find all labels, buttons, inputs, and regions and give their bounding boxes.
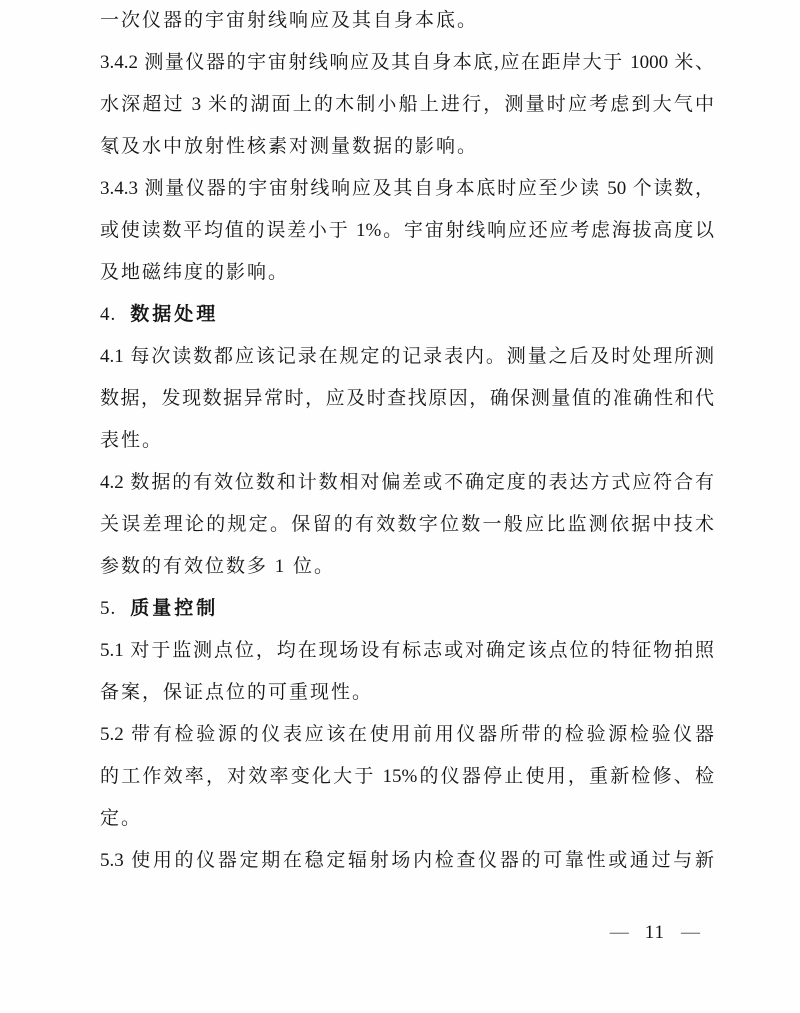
text-line: 氡及水中放射性核素对测量数据的影响。: [100, 136, 479, 157]
text-line: 参数的有效位数多 1 位。: [100, 556, 336, 577]
text-line: 关误差理论的规定。保留的有效数字位数一般应比监测依据中技术: [100, 514, 714, 535]
footer-dash-left: —: [609, 922, 629, 943]
text-line: 5.2 带有检验源的仪表应该在使用前用仪器所带的检验源检验仪器: [100, 724, 714, 745]
text-line: 水深超过 3 米的湖面上的木制小船上进行，测量时应考虑到大气中: [100, 94, 714, 115]
text-line: 3.4.2 测量仪器的宇宙射线响应及其自身本底,应在距岸大于 1000 米、: [100, 52, 714, 73]
text-line: 3.4.3 测量仪器的宇宙射线响应及其自身本底时应至少读 50 个读数，: [100, 178, 714, 199]
page-content: [100, 0, 714, 882]
text-line: 备案，保证点位的可重现性。: [100, 682, 374, 703]
text-line: 4.2 数据的有效位数和计数相对偏差或不确定度的表达方式应符合有: [100, 472, 714, 493]
heading-number: 4.: [100, 304, 117, 325]
text-line: 4.1 每次读数都应该记录在规定的记录表内。测量之后及时处理所测: [100, 346, 714, 367]
text-line: 数据，发现数据异常时，应及时查找原因，确保测量值的准确性和代: [100, 388, 714, 409]
footer-page-number: 11: [644, 922, 665, 943]
text-line: 5.3 使用的仪器定期在稳定辐射场内检查仪器的可靠性或通过与新: [100, 850, 714, 871]
heading-number: 5.: [100, 598, 117, 619]
text-line: 及地磁纬度的影响。: [100, 262, 290, 283]
footer-dash-right: —: [681, 922, 700, 943]
section-heading: [100, 588, 714, 630]
heading-title: 质量控制: [130, 598, 219, 619]
text-line: 定。: [100, 808, 143, 829]
text-line: 一次仪器的宇宙射线响应及其自身本底。: [100, 10, 479, 31]
page-footer: [610, 912, 700, 954]
section-heading: [100, 294, 714, 336]
text-line: 表性。: [100, 430, 164, 451]
heading-title: 数据处理: [130, 304, 219, 325]
text-line: 的工作效率，对效率变化大于 15%的仪器停止使用，重新检修、检: [100, 766, 714, 787]
text-line: 5.1 对于监测点位，均在现场设有标志或对确定该点位的特征物拍照: [100, 640, 714, 661]
text-line: 或使读数平均值的误差小于 1%。宇宙射线响应还应考虑海拔高度以: [100, 220, 714, 241]
